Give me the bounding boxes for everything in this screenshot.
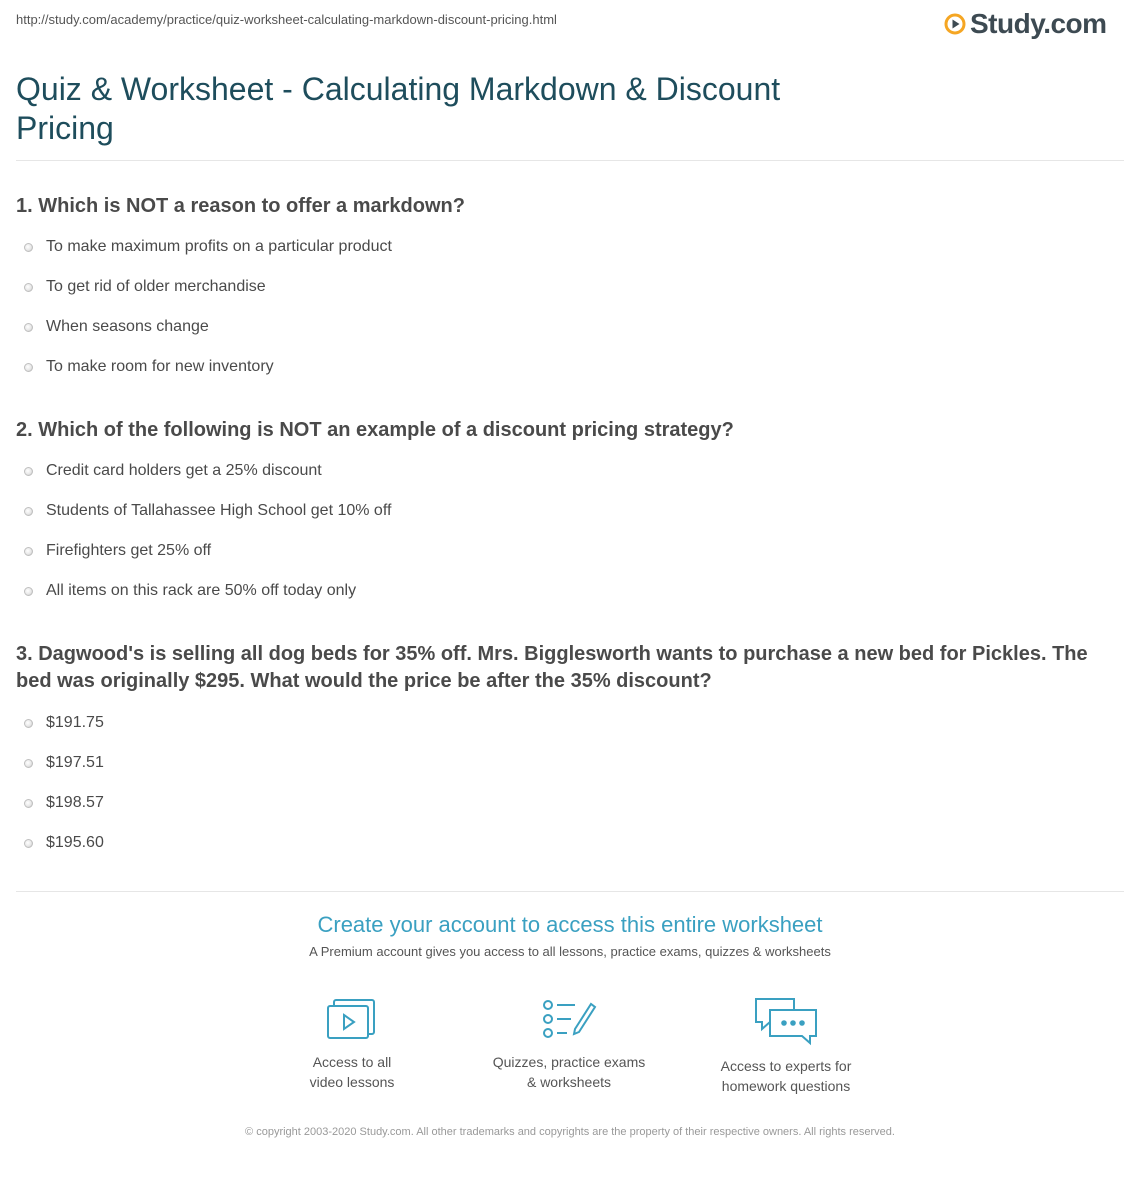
option-label: To make room for new inventory (46, 358, 274, 375)
option-label: Students of Tallahassee High School get 10% off (46, 502, 392, 519)
question-2: 2. Which of the following is NOT an example of a discount pricing strategy? (16, 419, 734, 441)
logo-text: Study.com (970, 8, 1107, 39)
answer-option[interactable] (24, 236, 392, 258)
video-lesson-icon (326, 996, 378, 1042)
radio-button[interactable] (24, 323, 33, 332)
chat-bubbles-icon (754, 996, 818, 1046)
play-circle-icon (944, 13, 966, 35)
radio-button[interactable] (24, 799, 33, 808)
answer-option[interactable] (24, 356, 274, 378)
answer-option[interactable] (24, 792, 104, 814)
option-label: $195.60 (46, 834, 104, 851)
option-label: Firefighters get 25% off (46, 542, 212, 559)
radio-button[interactable] (24, 839, 33, 848)
feature-label: Access to experts for homework questions (720, 1058, 852, 1094)
radio-button[interactable] (24, 243, 33, 252)
answer-option[interactable] (24, 276, 266, 298)
feature-quizzes (474, 996, 664, 1092)
feature-experts (691, 996, 881, 1096)
divider (16, 160, 1124, 161)
option-label: When seasons change (46, 318, 209, 335)
option-label: To get rid of older merchandise (46, 278, 266, 295)
study-logo[interactable] (944, 8, 1107, 40)
option-label: All items on this rack are 50% off today only (46, 582, 357, 599)
divider (16, 891, 1124, 892)
answer-option[interactable] (24, 500, 391, 522)
answer-option[interactable] (24, 712, 104, 734)
radio-button[interactable] (24, 363, 33, 372)
question-1: 1. Which is NOT a reason to offer a markdown? (16, 195, 465, 217)
feature-label: Quizzes, practice exams & worksheets (492, 1054, 646, 1090)
quiz-list-icon (541, 996, 597, 1042)
create-account-link[interactable]: Create your account to access this entire worksheet (317, 912, 823, 937)
radio-button[interactable] (24, 587, 33, 596)
option-label: $191.75 (46, 714, 104, 731)
radio-button[interactable] (24, 507, 33, 516)
answer-option[interactable] (24, 832, 104, 854)
page-title: Quiz & Worksheet - Calculating Markdown & Discount Pricing (16, 71, 781, 146)
option-label: Credit card holders get a 25% discount (46, 462, 322, 479)
radio-button[interactable] (24, 759, 33, 768)
option-label: $197.51 (46, 754, 104, 771)
radio-button[interactable] (24, 547, 33, 556)
feature-video-lessons (257, 996, 447, 1092)
copyright-footer: © copyright 2003-2020 Study.com. All other trademarks and copyrights are the property of their respective owners. All rights reserved. (245, 1126, 895, 1138)
feature-label: Access to all video lessons (309, 1054, 395, 1090)
answer-option[interactable] (24, 752, 104, 774)
page-url: http://study.com/academy/practice/quiz-worksheet-calculating-markdown-discount-pricing.html (16, 12, 557, 27)
radio-button[interactable] (24, 467, 33, 476)
question-3: 3. Dagwood's is selling all dog beds for 35% off. Mrs. Bigglesworth wants to purchase a new bed for Pickles. The bed was originally $295. What would the price be after the 35% discount? (16, 643, 1088, 692)
answer-option[interactable] (24, 540, 211, 562)
option-label: To make maximum profits on a particular product (46, 238, 392, 255)
radio-button[interactable] (24, 283, 33, 292)
answer-option[interactable] (24, 580, 356, 602)
premium-description: A Premium account gives you access to all lessons, practice exams, quizzes & worksheets (309, 944, 831, 959)
answer-option[interactable] (24, 316, 209, 338)
radio-button[interactable] (24, 719, 33, 728)
answer-option[interactable] (24, 460, 322, 482)
option-label: $198.57 (46, 794, 104, 811)
